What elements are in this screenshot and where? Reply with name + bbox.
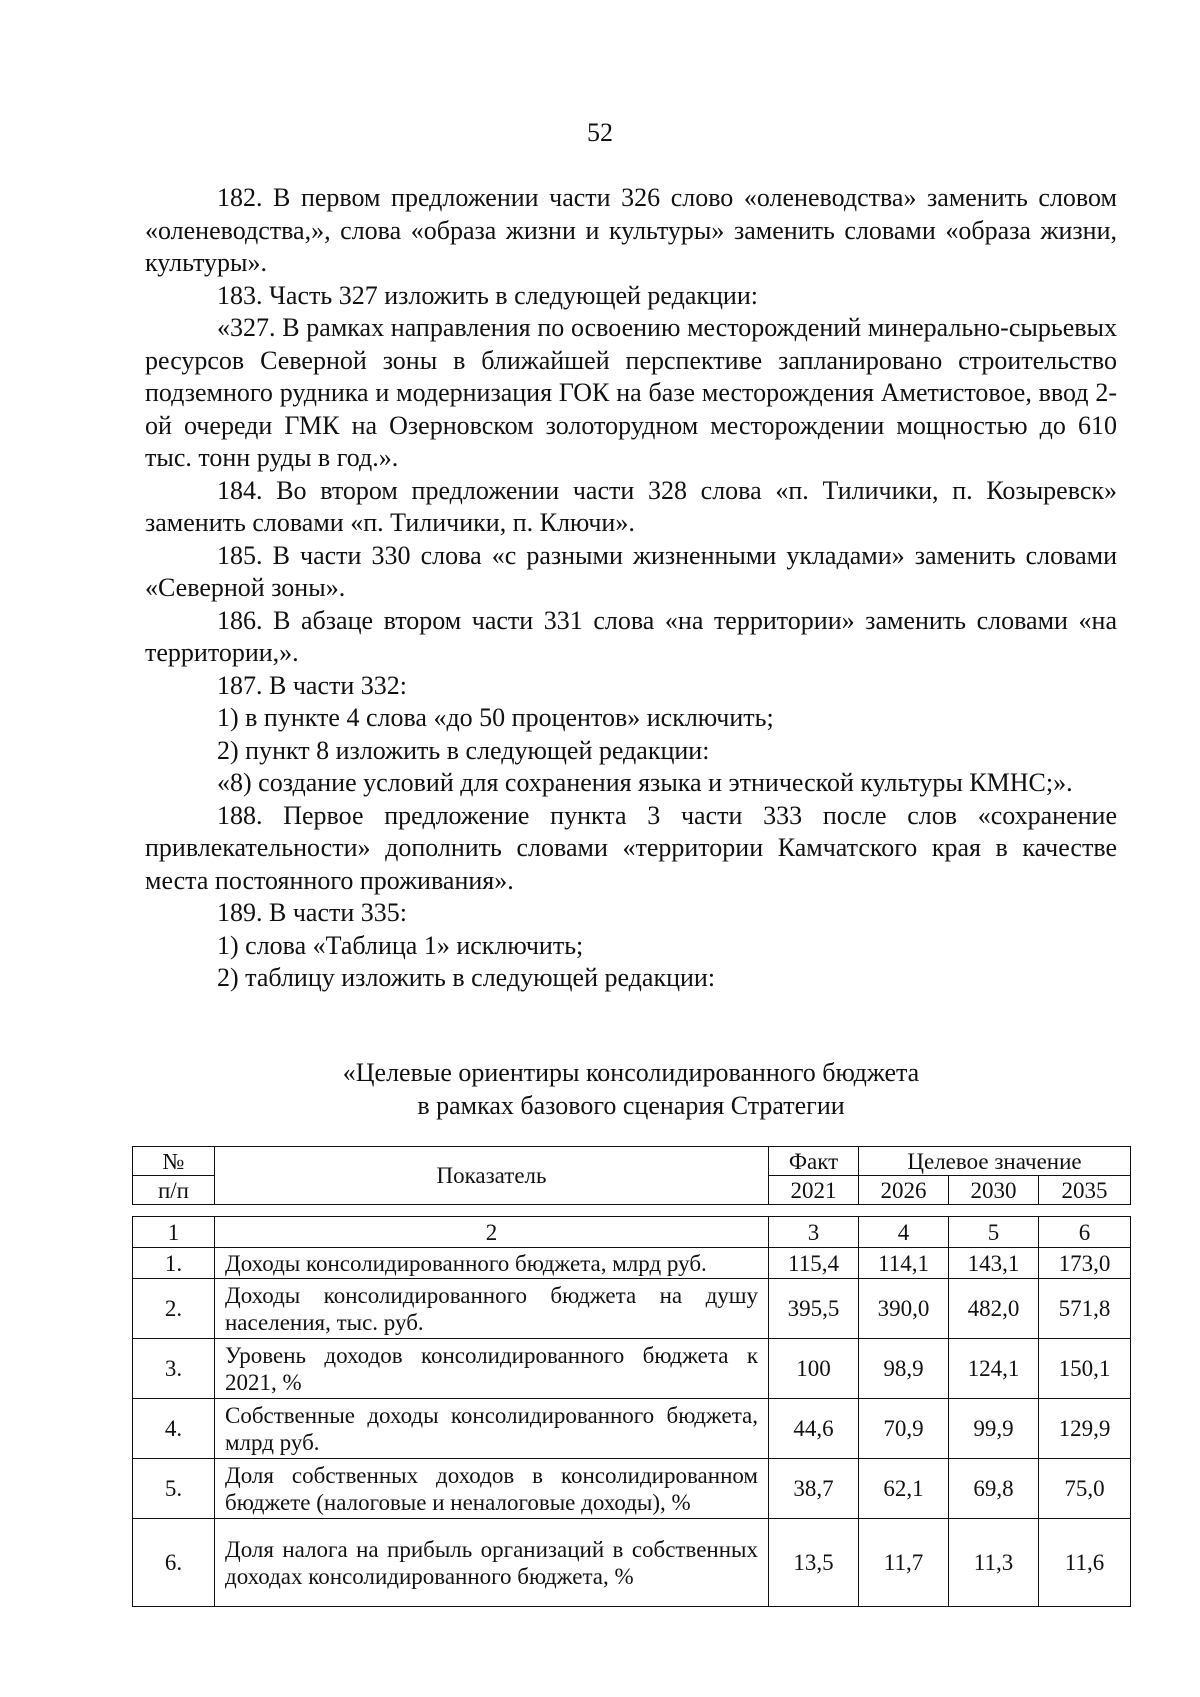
header-number-line-1: № — [133, 1147, 215, 1176]
table-title — [145, 1056, 1117, 1122]
table-header — [132, 1146, 1131, 1205]
header-number-line-2: п/п — [133, 1176, 215, 1205]
table-row — [133, 1248, 1131, 1279]
header-year-2035: 2035 — [1039, 1176, 1131, 1205]
header-year-2026: 2026 — [859, 1176, 949, 1205]
column-number: 6 — [1039, 1217, 1131, 1248]
row-value-2021: 44,6 — [769, 1399, 859, 1459]
paragraph-184: 184. Во втором предложении части 328 слова «п. Тиличики, п. Козыревск» заменить словами «п. Тиличики, п. Ключи». — [145, 475, 1117, 537]
paragraph-187-item-8-text: «8) создание условий для сохранения языка и этнической культуры КМНС;». — [217, 768, 1073, 797]
paragraph-189: 189. В части 335: — [217, 898, 407, 927]
row-value-2035: 173,0 — [1039, 1248, 1131, 1279]
paragraph-187-item-2: 2) пункт 8 изложить в следующей редакции: — [217, 735, 710, 765]
header-year-2021: 2021 — [769, 1176, 859, 1205]
table-title-line-1: «Целевые ориентиры консолидированного бюджета — [342, 1058, 920, 1087]
table-row — [133, 1399, 1131, 1459]
header-target-value: Целевое значение — [859, 1147, 1131, 1176]
row-value-2035: 75,0 — [1039, 1459, 1131, 1519]
row-value-2030: 11,3 — [949, 1519, 1039, 1607]
row-number: 1. — [133, 1248, 215, 1279]
header-indicator: Показатель — [215, 1147, 769, 1205]
row-value-2035: 11,6 — [1039, 1519, 1131, 1607]
row-value-2030: 482,0 — [949, 1279, 1039, 1339]
row-value-2035: 129,9 — [1039, 1399, 1131, 1459]
column-number: 2 — [215, 1217, 769, 1248]
row-value-2026: 390,0 — [859, 1279, 949, 1339]
table-body — [132, 1216, 1131, 1607]
row-value-2021: 395,5 — [769, 1279, 859, 1339]
row-value-2035: 150,1 — [1039, 1339, 1131, 1399]
table-title-line-2: в рамках базового сценария Стратегии — [417, 1091, 845, 1120]
paragraph-189-item-1: 1) слова «Таблица 1» исключить; — [217, 930, 584, 960]
row-value-2026: 11,7 — [859, 1519, 949, 1607]
row-value-2021: 13,5 — [769, 1519, 859, 1607]
paragraph-188: 188. Первое предложение пункта 3 части 333 после слов «сохранение привлекательности» дополнить словами «территории Камчатского края в качестве места постоянного проживания». — [145, 800, 1117, 895]
row-value-2030: 99,9 — [949, 1399, 1039, 1459]
row-value-2030: 124,1 — [949, 1339, 1039, 1399]
table-row — [133, 1279, 1131, 1339]
row-indicator: Доходы консолидированного бюджета, млрд руб. — [215, 1248, 769, 1279]
row-number: 6. — [133, 1519, 215, 1607]
column-number: 1 — [133, 1217, 215, 1248]
row-value-2026: 114,1 — [859, 1248, 949, 1279]
row-value-2026: 62,1 — [859, 1459, 949, 1519]
column-number-row — [133, 1217, 1131, 1248]
paragraph-182: 182. В первом предложении части 326 слово «оленеводства» заменить словом «оленеводства,», слова «образа жизни и культуры» заменить словами «образа жизни, культуры». — [145, 183, 1117, 277]
row-indicator: Доля налога на прибыль организаций в собственных доходах консолидированного бюджета, % — [215, 1519, 769, 1607]
row-indicator: Доля собственных доходов в консолидированном бюджете (налоговые и неналоговые доходы), % — [215, 1459, 769, 1519]
row-indicator: Уровень доходов консолидированного бюджета к 2021, % — [215, 1339, 769, 1399]
row-number: 3. — [133, 1339, 215, 1399]
table-row — [133, 1459, 1131, 1519]
row-number: 5. — [133, 1459, 215, 1519]
paragraph-189-item-2: 2) таблицу изложить в следующей редакции: — [217, 963, 716, 992]
row-value-2026: 98,9 — [859, 1339, 949, 1399]
table-row — [133, 1519, 1131, 1607]
header-year-2030: 2030 — [949, 1176, 1039, 1205]
row-number: 2. — [133, 1279, 215, 1339]
row-value-2035: 571,8 — [1039, 1279, 1131, 1339]
column-number: 5 — [949, 1217, 1039, 1248]
column-number: 3 — [769, 1217, 859, 1248]
row-value-2021: 115,4 — [769, 1248, 859, 1279]
row-number: 4. — [133, 1399, 215, 1459]
row-value-2030: 143,1 — [949, 1248, 1039, 1279]
paragraph-186: 186. В абзаце втором части 331 слова «на территории» заменить словами «на территории,». — [145, 605, 1117, 667]
header-fact: Факт — [769, 1147, 859, 1176]
document-body — [145, 182, 1117, 995]
row-value-2026: 70,9 — [859, 1399, 949, 1459]
page-number: 52 — [587, 118, 613, 147]
row-value-2021: 38,7 — [769, 1459, 859, 1519]
paragraph-187-item-1: 1) в пункте 4 слова «до 50 процентов» исключить; — [217, 703, 774, 732]
row-indicator: Собственные доходы консолидированного бюджета, млрд руб. — [215, 1399, 769, 1459]
paragraph-183: 183. Часть 327 изложить в следующей редакции: — [217, 280, 758, 310]
paragraph-187: 187. В части 332: — [217, 670, 407, 700]
paragraph-185: 185. В части 330 слова «с разными жизненными укладами» заменить словами «Северной зоны». — [145, 540, 1117, 602]
row-value-2030: 69,8 — [949, 1459, 1039, 1519]
row-value-2021: 100 — [769, 1339, 859, 1399]
column-number: 4 — [859, 1217, 949, 1248]
paragraph-327-text: «327. В рамках направления по освоению месторождений минерально-сырьевых ресурсов Северной зоны в ближайшей перспективе запланировано строительство подземного рудника и модернизация ГОК на базе месторождения Аметистовое, ввод 2-ой очереди ГМК на Озерновском золоторудном месторождении мощностью до 610 тыс. тонн руды в год.». — [145, 313, 1117, 472]
table-row — [133, 1339, 1131, 1399]
row-indicator: Доходы консолидированного бюджета на душу населения, тыс. руб. — [215, 1279, 769, 1339]
